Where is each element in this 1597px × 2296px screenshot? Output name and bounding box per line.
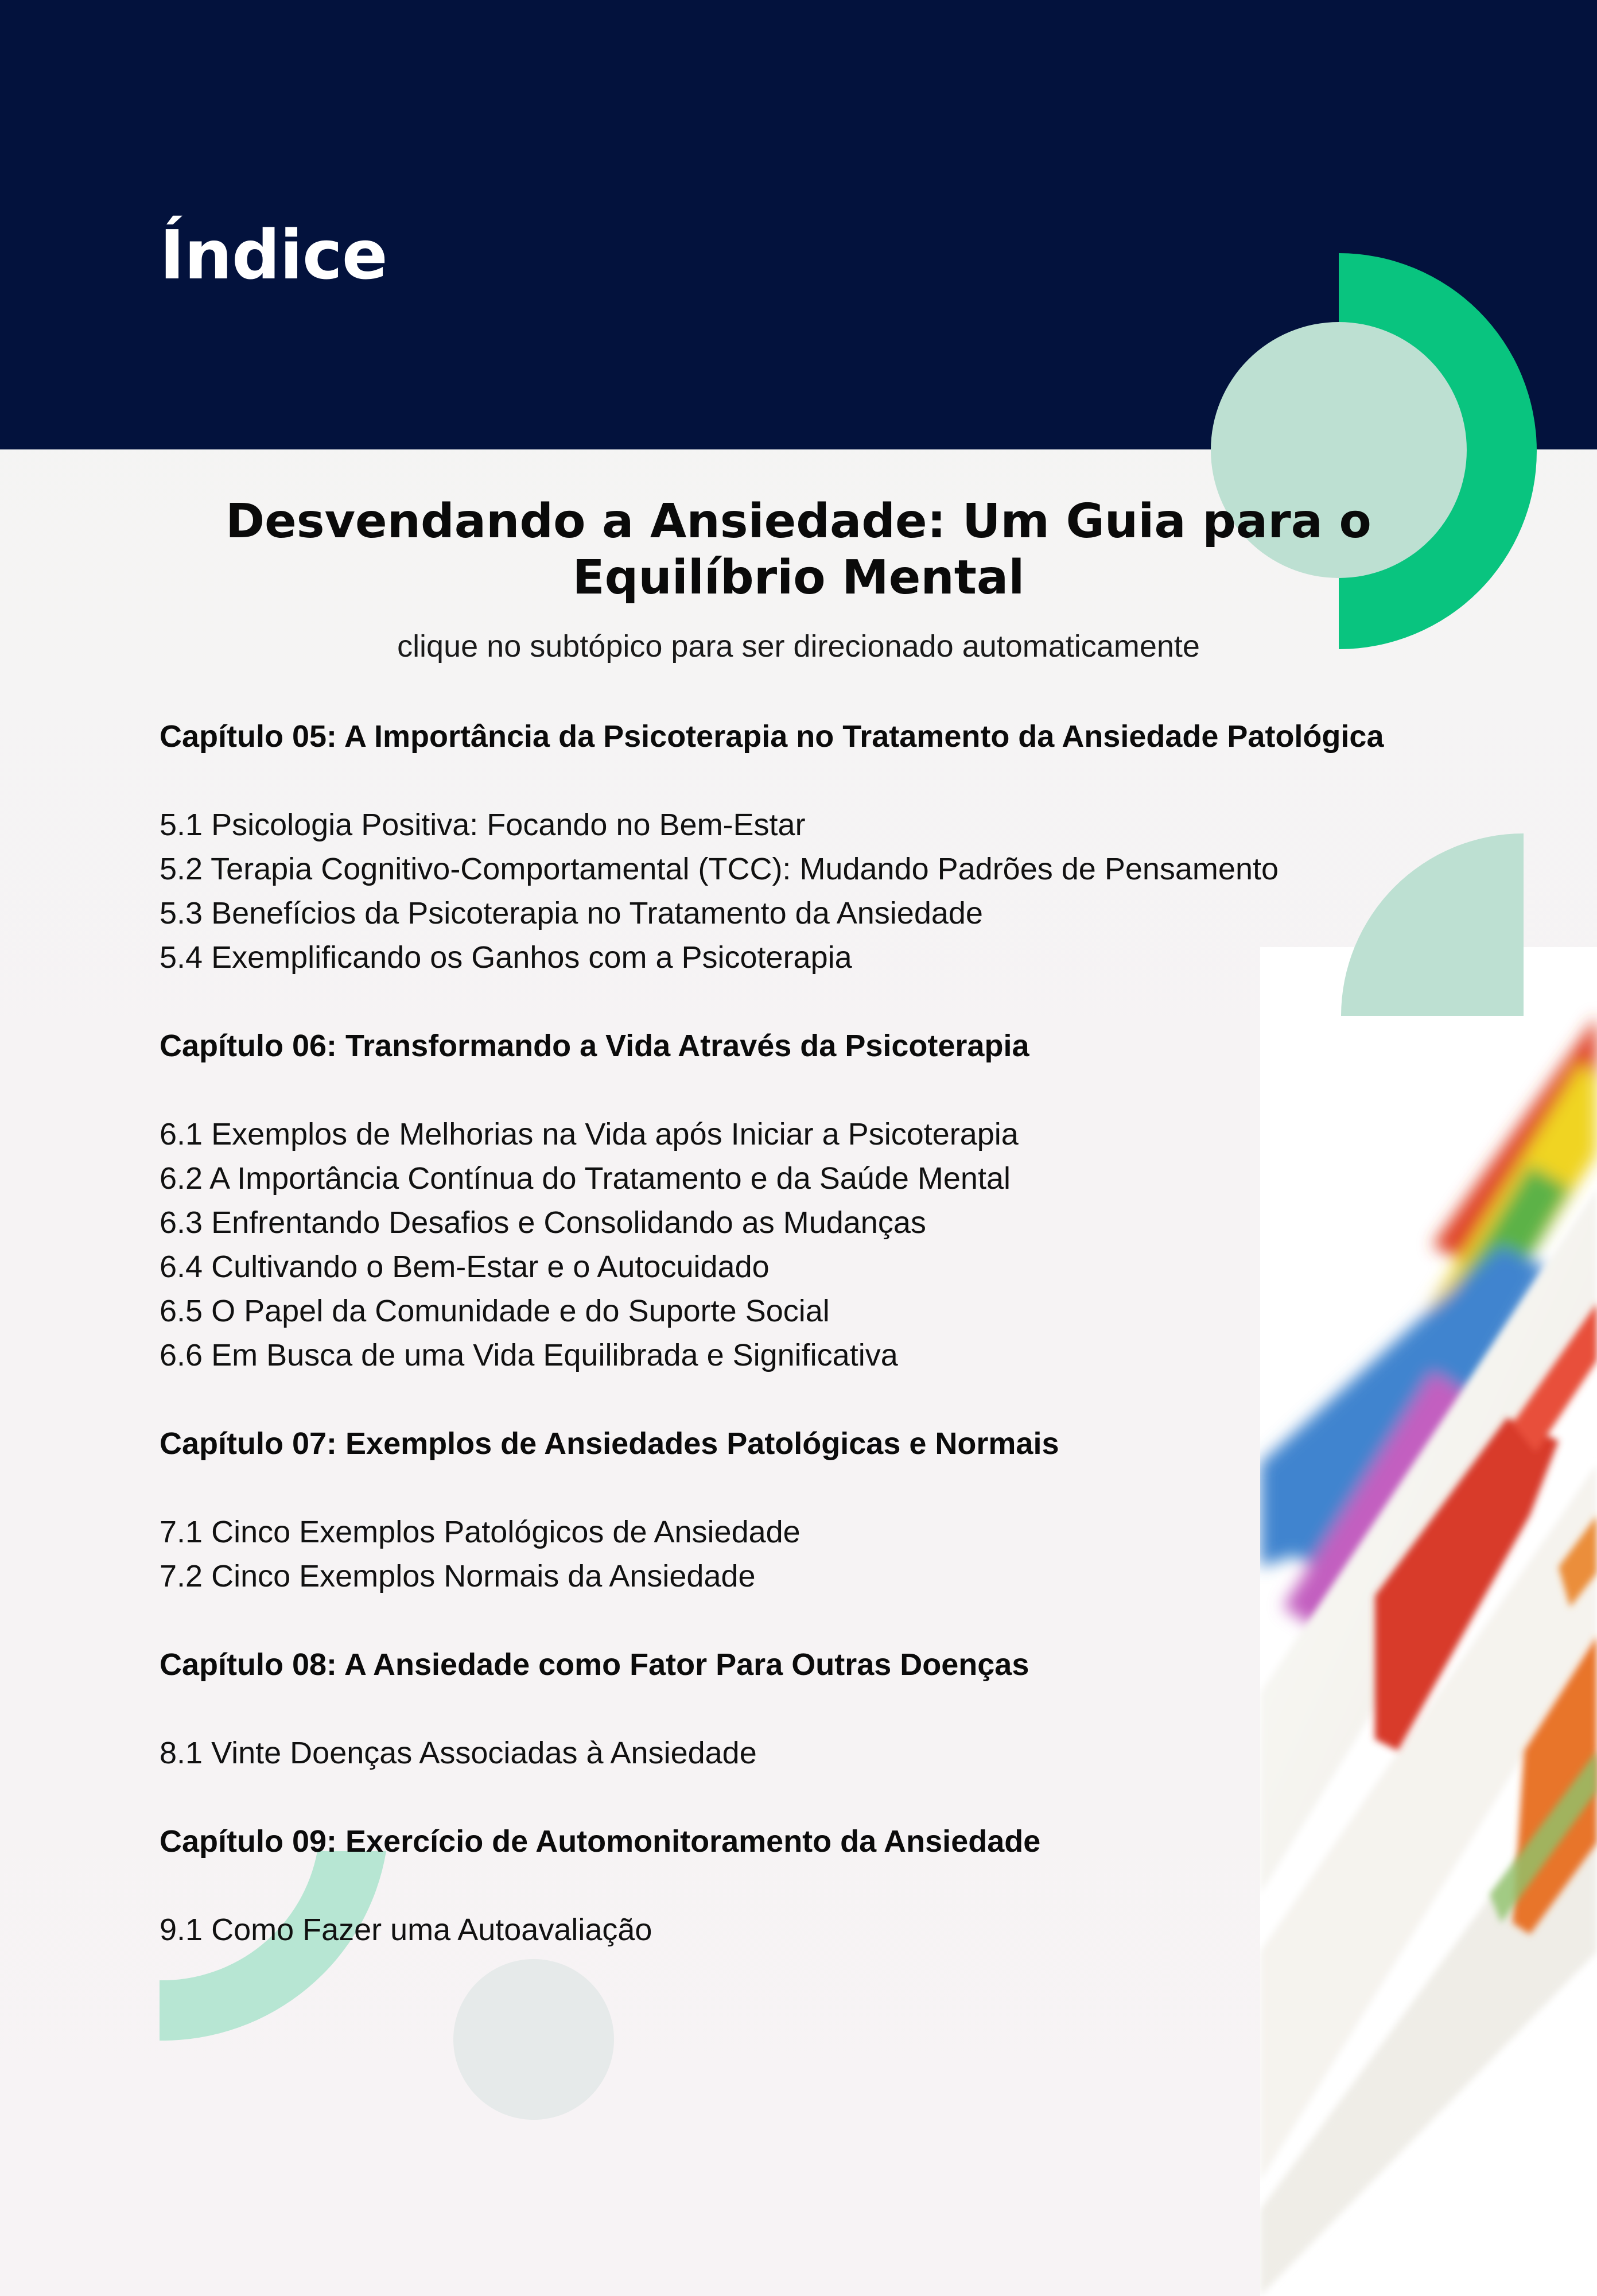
subtopic-link[interactable]: 5.3 Benefícios da Psicoterapia no Tratamento da Ansiedade [160,896,983,930]
subtopic-link[interactable]: 6.3 Enfrentando Desafios e Consolidando as Mudanças [160,1205,926,1240]
subtopic-link[interactable]: 6.6 Em Busca de uma Vida Equilibrada e Significativa [160,1338,898,1372]
subtopic-list [160,1731,1279,1775]
subtopic-link[interactable]: 6.4 Cultivando o Bem-Estar e o Autocuidado [160,1250,770,1284]
subtopic-link[interactable]: 6.1 Exemplos de Melhorias na Vida após Iniciar a Psicoterapia [160,1117,1019,1151]
subtopic-link[interactable]: 5.2 Terapia Cognitivo-Comportamental (TCC): Mudando Padrões de Pensamento [160,852,1279,886]
subtopic-list [160,1112,1279,1378]
subtopic-link[interactable]: 6.2 A Importância Contínua do Tratamento e da Saúde Mental [160,1161,1011,1196]
chapter-title: Capítulo 09: Exercício de Automonitoramento da Ansiedade [160,1824,1041,1859]
subtopic-link[interactable]: 6.5 O Papel da Comunidade e do Suporte Social [160,1294,830,1328]
subtopic-link[interactable]: 7.1 Cinco Exemplos Patológicos de Ansiedade [160,1515,801,1549]
file-tabs-illustration [1260,947,1597,2296]
colored-file-tabs-photo [1260,947,1597,2296]
instruction-text: clique no subtópico para ser direcionado automaticamente [397,629,1200,664]
book-title: Desvendando a Ansiedade: Um Guia para o Equilíbrio Mental [226,494,1371,605]
chapter-title: Capítulo 07: Exemplos de Ansiedades Patológicas e Normais [160,1426,1059,1461]
subtopic-link[interactable]: 7.2 Cinco Exemplos Normais da Ansiedade [160,1559,756,1593]
chapter-title: Capítulo 06: Transformando a Vida Através da Psicoterapia [160,1029,1029,1063]
subtopic-link[interactable]: 5.1 Psicologia Positiva: Focando no Bem-Estar [160,808,806,842]
chapter-title: Capítulo 08: A Ansiedade como Fator Para Outras Doenças [160,1647,1029,1682]
subtopic-link[interactable]: 9.1 Como Fazer uma Autoavaliação [160,1913,652,1947]
chapter-title: Capítulo 05: A Importância da Psicoterapia no Tratamento da Ansiedade Patológica [160,719,1384,754]
subtopic-link[interactable]: 5.4 Exemplificando os Ganhos com a Psicoterapia [160,940,852,975]
subtopic-link[interactable]: 8.1 Vinte Doenças Associadas à Ansiedade [160,1736,757,1770]
subtopic-list [160,1908,1279,1952]
mint-quarter-circle-decoration [1341,833,1524,1016]
subtopic-list [160,1510,1279,1599]
page-heading: Índice [160,215,387,294]
table-of-contents [160,715,1384,1996]
subtopic-list [160,803,1279,980]
